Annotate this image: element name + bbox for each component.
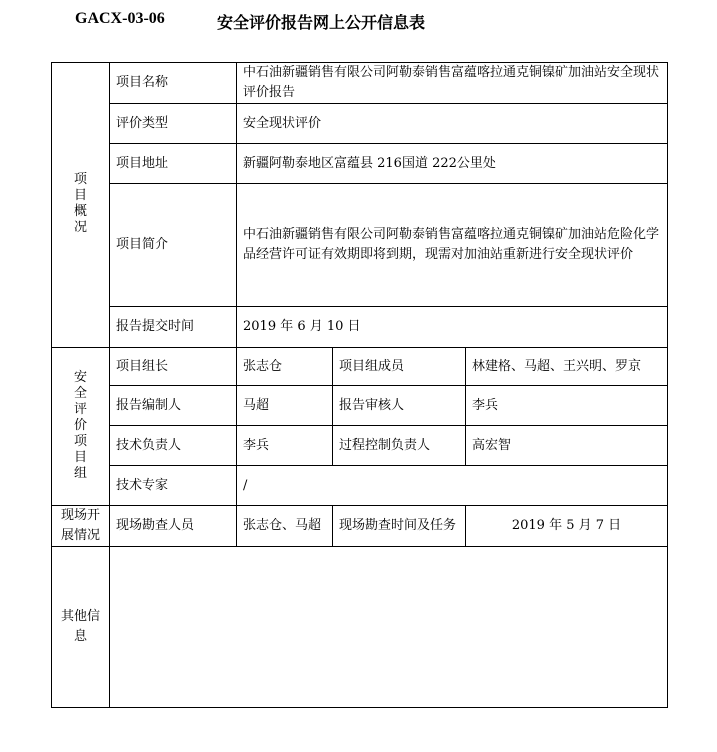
other-value [110, 547, 668, 708]
expert-label: 技术专家 [110, 466, 237, 506]
process-label: 过程控制负责人 [333, 426, 466, 466]
address-label: 项目地址 [110, 144, 237, 184]
submit-time-label: 报告提交时间 [110, 307, 237, 348]
site-time-label: 现场勘查时间及任务 [333, 506, 466, 547]
row-other [52, 547, 668, 708]
row-eval-type [52, 104, 668, 144]
team-category-label: 安全评价项目组 [73, 369, 87, 481]
members-label: 项目组成员 [333, 348, 466, 386]
row-address [52, 144, 668, 184]
other-category-label: 其他信息 [60, 609, 100, 644]
intro-value: 中石油新疆销售有限公司阿勒泰销售富蕴喀拉通克铜镍矿加油站危险化学品经营许可证有效期即将到期，现需对加油站重新进行安全现状评价 [237, 184, 668, 307]
info-table [51, 62, 668, 708]
site-time-value: 2019 年 5 月 7 日 [466, 506, 668, 547]
leader-value: 张志仓 [237, 348, 333, 386]
leader-label: 项目组长 [110, 348, 237, 386]
eval-type-label: 评价类型 [110, 104, 237, 144]
row-submit-time [52, 307, 668, 348]
reviewer-label: 报告审核人 [333, 386, 466, 426]
submit-time-value: 2019 年 6 月 10 日 [237, 307, 668, 348]
tech-lead-value: 李兵 [237, 426, 333, 466]
row-tech-lead [52, 426, 668, 466]
compiler-value: 马超 [237, 386, 333, 426]
address-value: 新疆阿勒泰地区富蕴县 216国道 222公里处 [237, 144, 668, 184]
project-name-label: 项目名称 [110, 63, 237, 104]
reviewer-value: 李兵 [466, 386, 668, 426]
row-compiler [52, 386, 668, 426]
surveyors-value: 张志仓、马超 [237, 506, 333, 547]
expert-value: / [237, 466, 668, 506]
row-expert [52, 466, 668, 506]
project-name-value: 中石油新疆销售有限公司阿勒泰销售富蕴喀拉通克铜镍矿加油站安全现状评价报告 [237, 63, 668, 104]
members-value: 林建格、马超、王兴明、罗京 [466, 348, 668, 386]
row-site [52, 506, 668, 547]
compiler-label: 报告编制人 [110, 386, 237, 426]
row-leader [52, 348, 668, 386]
overview-category [52, 63, 110, 348]
overview-category-label: 项目概况 [73, 172, 87, 235]
eval-type-value: 安全现状评价 [237, 104, 668, 144]
intro-label: 项目简介 [110, 184, 237, 307]
document-code: GACX-03-06 [75, 10, 165, 27]
row-intro [52, 184, 668, 307]
process-value: 高宏智 [466, 426, 668, 466]
row-project-name [52, 63, 668, 104]
team-category [52, 348, 110, 506]
document-title: 安全评价报告网上公开信息表 [217, 13, 426, 32]
site-category: 现场开展情况 [52, 506, 110, 547]
tech-lead-label: 技术负责人 [110, 426, 237, 466]
surveyors-label: 现场勘查人员 [110, 506, 237, 547]
other-category [52, 547, 110, 708]
